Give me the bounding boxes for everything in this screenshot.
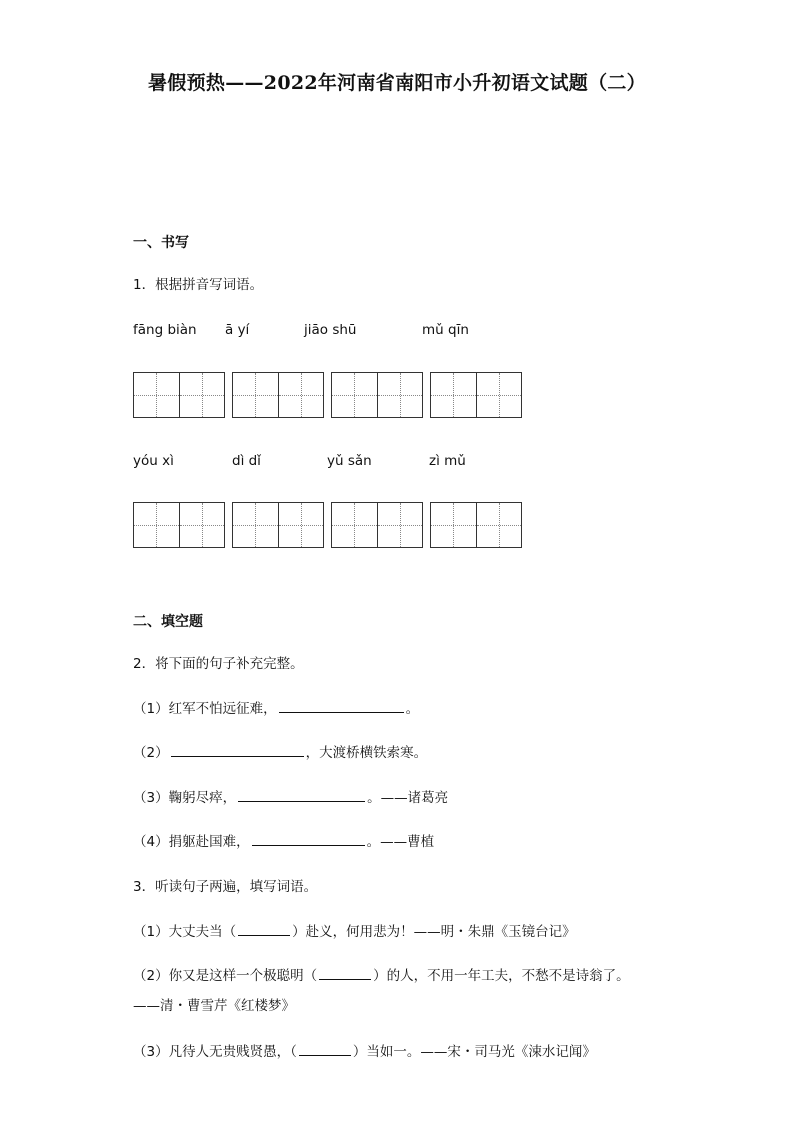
question-2-item-4: （4）捐躯赴国难， 。——曹植 (133, 834, 435, 850)
pinyin-word: yǔ sǎn (327, 453, 372, 469)
tianzige-box[interactable] (133, 372, 225, 418)
pinyin-word: ā yí (225, 322, 250, 338)
tianzige-box[interactable] (430, 372, 522, 418)
tianzige-box[interactable] (232, 372, 324, 418)
answer-blank[interactable] (238, 923, 290, 936)
answer-blank[interactable] (279, 700, 404, 713)
question-3-item-1: （1）大丈夫当（ ）赴义，何用悲为！——明・朱鼎《玉镜台记》 (133, 924, 576, 940)
tianzige-box[interactable] (133, 502, 225, 548)
question-3-item-3: （3）凡待人无贵贱贤愚，（ ）当如一。——宋・司马光《涑水记闻》 (133, 1044, 596, 1060)
answer-blank[interactable] (171, 744, 304, 757)
tianzige-box[interactable] (331, 372, 423, 418)
question-2-item-2: （2） ，大渡桥横铁索寒。 (133, 745, 428, 761)
question-3-prompt: 3．听读句子两遍，填写词语。 (133, 879, 318, 895)
answer-blank[interactable] (319, 967, 371, 980)
page-title: 暑假预热——2022年河南省南阳市小升初语文试题（二） (148, 72, 646, 94)
question-3-item-2-attribution: ——清・曹雪芹《红楼梦》 (133, 998, 295, 1014)
pinyin-word: zì mǔ (429, 453, 466, 469)
question-2-item-1: （1）红军不怕远征难， 。 (133, 701, 420, 717)
pinyin-word: fāng biàn (133, 322, 197, 338)
pinyin-word: jiāo shū (304, 322, 357, 338)
section-heading-writing: 一、书写 (133, 235, 189, 251)
question-2-item-3: （3）鞠躬尽瘁， 。——诸葛亮 (133, 790, 449, 806)
tianzige-box[interactable] (430, 502, 522, 548)
question-2-prompt: 2．将下面的句子补充完整。 (133, 656, 304, 672)
answer-blank[interactable] (238, 789, 365, 802)
pinyin-word: mǔ qīn (422, 322, 469, 338)
answer-blank[interactable] (252, 833, 365, 846)
pinyin-word: dì dǐ (232, 453, 261, 469)
pinyin-word: yóu xì (133, 453, 174, 469)
question-3-item-2: （2）你又是这样一个极聪明（ ）的人，不用一年工夫，不愁不是诗翁了。 (133, 968, 630, 984)
answer-blank[interactable] (299, 1043, 351, 1056)
question-1-prompt: 1．根据拼音写词语。 (133, 277, 264, 293)
tianzige-box[interactable] (331, 502, 423, 548)
section-heading-fill-blank: 二、填空题 (133, 614, 203, 630)
tianzige-box[interactable] (232, 502, 324, 548)
